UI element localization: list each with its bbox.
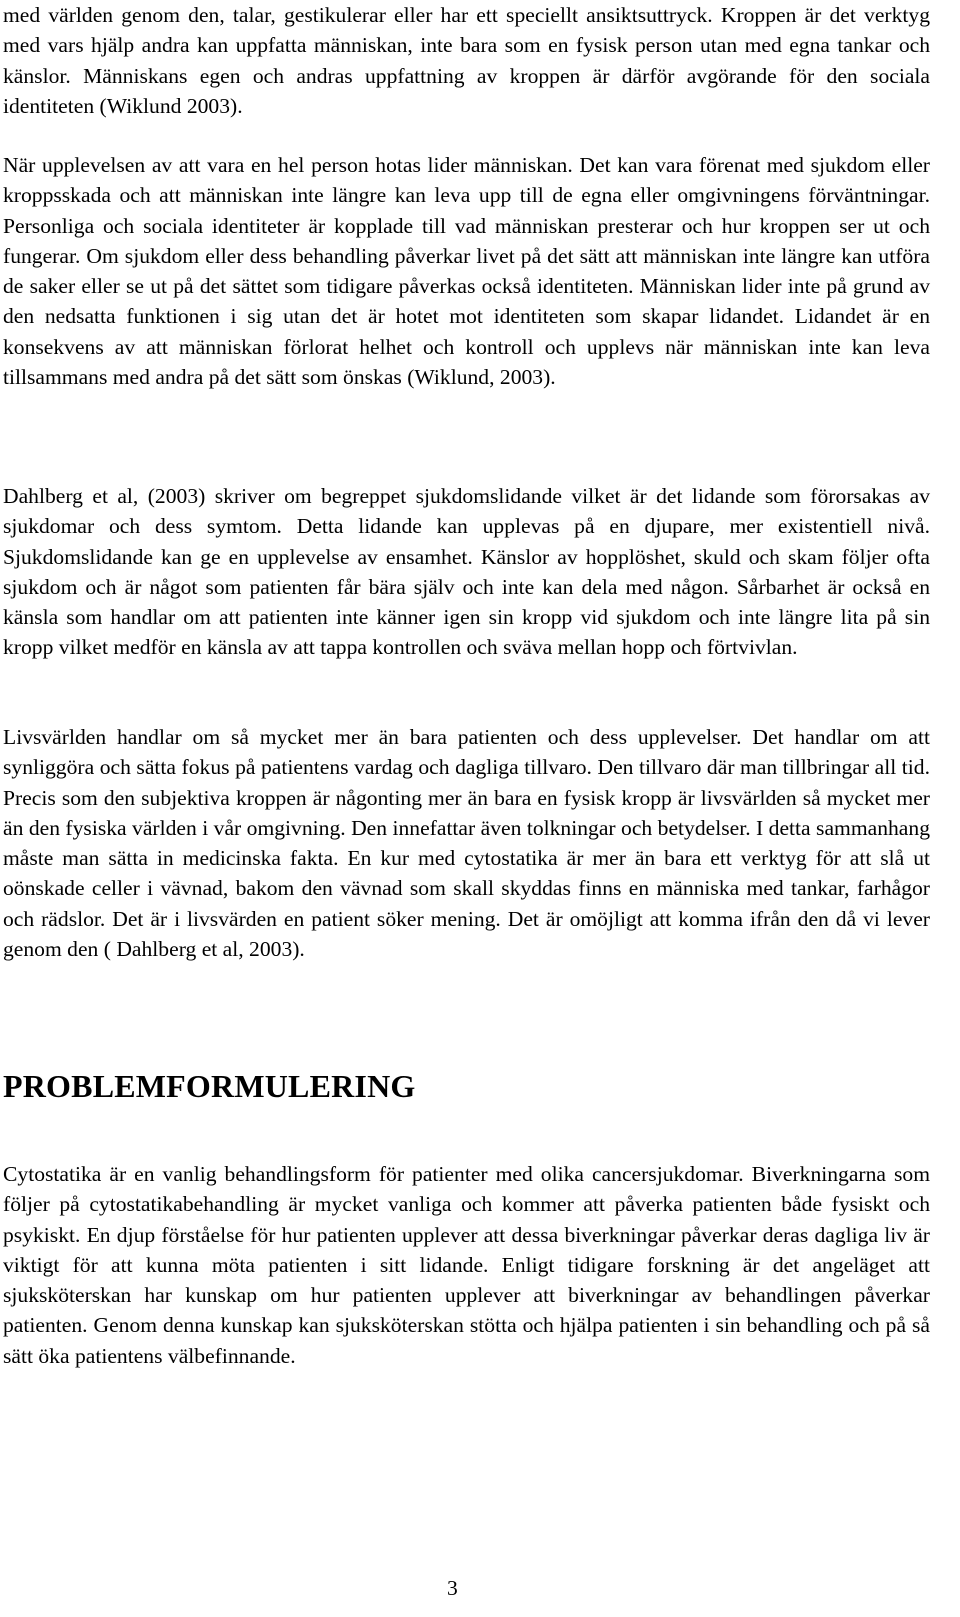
body-paragraph: Livsvärlden handlar om så mycket mer än bara patienten och dess upplevelser. Det handlar om att synliggöra och sätta fokus på patientens vardag och dagliga tillvaro. Den tillvaro där man tillbringar all tid. Precis som den subjektiva kroppen är någonting mer än bara en fysisk kropp är livsvärlden så mycket mer än den fysiska världen i vår omgivning. Den innefattar även tolkningar och betydelser. I detta sammanhang måste man sätta in medicinska fakta. En kur med cytostatika är mer än bara ett verktyg för att slå ut oönskade celler i vävnad, bakom den vävnad som skall skyddas finns en människa med tankar, farhågor och rädslor. Det är i livsvärden en patient söker mening. Det är omöjligt att komma ifrån den då vi lever genom den ( Dahlberg et al, 2003). xyxy=(3,725,930,962)
problem-paragraph: Cytostatika är en vanlig behandlingsform för patienter med olika cancersjukdomar. Biverkningarna som följer på cytostatikabehandling är mycket vanliga och kommer att påverka patienten både fysiskt och psykiskt. En djup förståelse för hur patienten upplever att dessa biverkningar påverkar deras dagliga liv är viktigt för att kunna möta patienten i sitt lidande. Enligt tidigare forskning är det angeläget att sjuksköterskan har kunskap om hur patienten upplever att biverkningar av behandlingen påverkar patienten. Genom denna kunskap kan sjuksköterskan stötta och hjälpa patienten i sin behandling och på så sätt öka patientens välbefinnande. xyxy=(3,1162,930,1368)
body-paragraph: Dahlberg et al, (2003) skriver om begreppet sjukdomslidande vilket är det lidande som förorsakas av sjukdomar och dess symtom. Detta lidande kan upplevas på en djupare, mer existentiell nivå. Sjukdomslidande kan ge en upplevelse av ensamhet. Känslor av hopplöshet, skuld och skam följer ofta sjukdom och är något som patienten får bära själv och inte kan dela med någon. Sårbarhet är också en känsla som handlar om att patienten inte känner igen sin kropp vid sjukdom och inte längre lita på sin kropp vilket medför en känsla av att tappa kontrollen och sväva mellan hopp och förtvivlan. xyxy=(3,484,930,660)
body-paragraph: När upplevelsen av att vara en hel person hotas lider människan. Det kan vara förenat med sjukdom eller kroppsskada och att människan inte längre kan leva upp till de egna eller omgivningens förväntningar. Personliga och sociala identiteter är kopplade till vad människan presterar och hur kroppen ser ut och fungerar. Om sjukdom eller dess behandling påverkar livet på det sätt att människan inte längre kan utföra de saker eller se ut på det sättet som tidigare påverkas också identiteten. Människan lider inte på grund av den nedsatta funktionen i sig utan det är hotet mot identiteten som skapar lidandet. Lidandet är en konsekvens av att människan förlorat helhet och kontroll och upplevs när människan inte kan leva tillsammans med andra på det sätt som önskas (Wiklund, 2003). xyxy=(3,153,930,390)
page-number: 3 xyxy=(447,1576,458,1600)
section-heading: PROBLEMFORMULERING xyxy=(3,1068,416,1104)
body-paragraph: med världen genom den, talar, gestikulerar eller har ett speciellt ansiktsuttryck. Kroppen är det verktyg med vars hjälp andra kan uppfatta människan, inte bara som en fysisk person utan med egna tankar och känslor. Människans egen och andras uppfattning av kroppen är därför avgörande för den sociala identiteten (Wiklund 2003). xyxy=(3,3,930,118)
